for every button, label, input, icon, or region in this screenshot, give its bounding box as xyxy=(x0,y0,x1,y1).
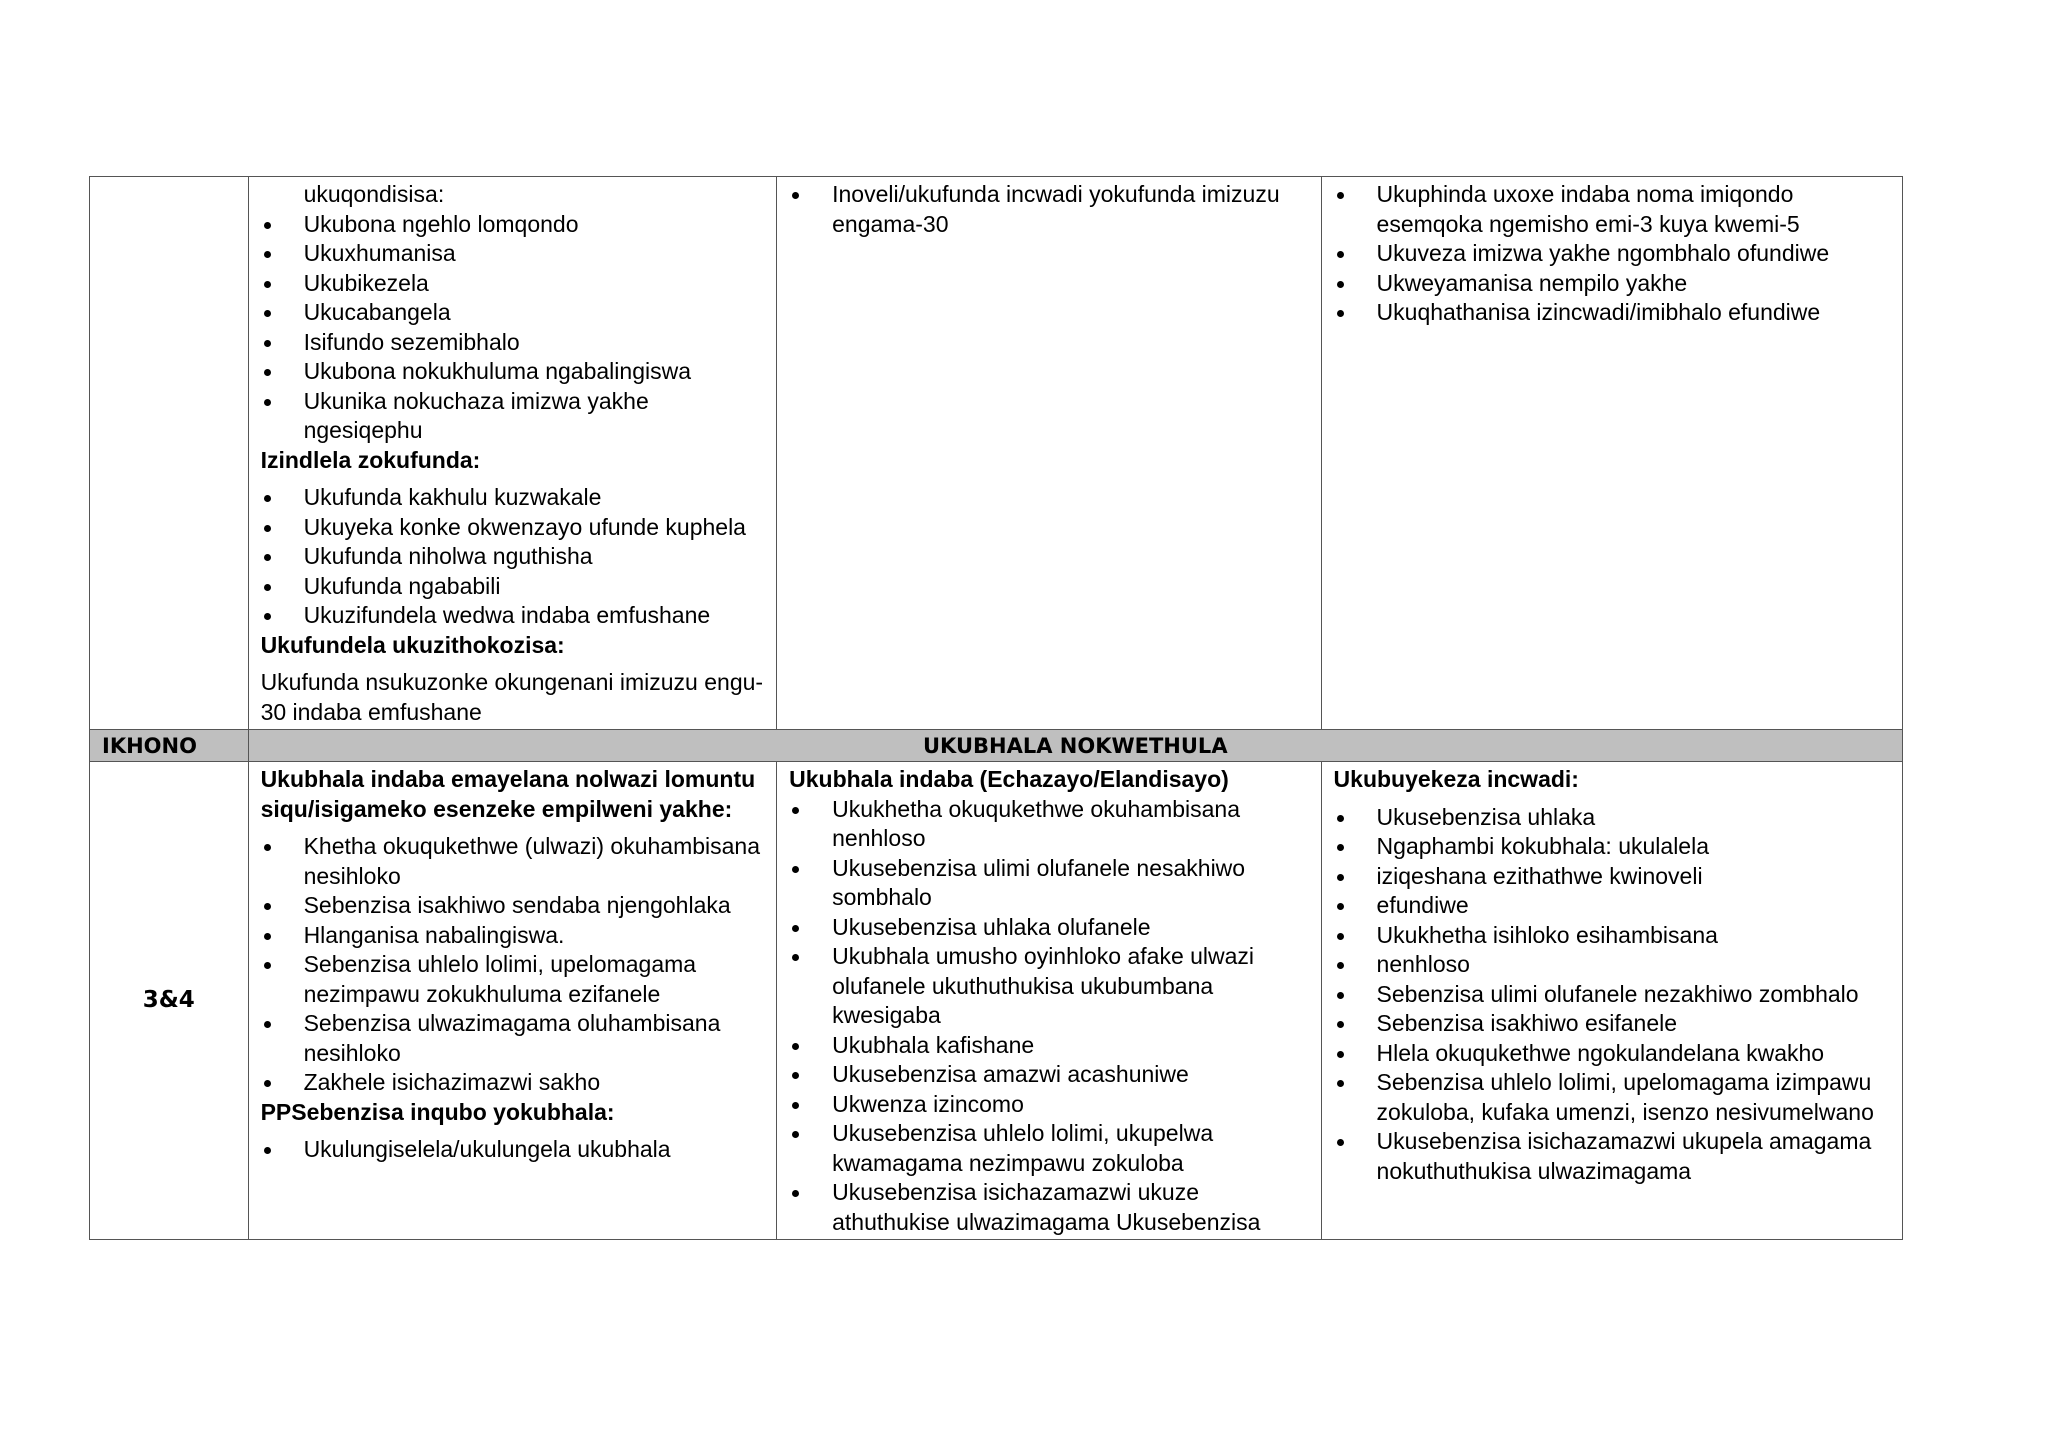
personal-story-cell xyxy=(248,762,777,1240)
list-item: Ukuxhumanisa xyxy=(261,239,765,269)
skill-label: IKHONO xyxy=(90,730,249,762)
novel-reading-cell xyxy=(777,177,1321,730)
list-item: Hlanganisa nabalingiswa. xyxy=(261,921,765,951)
list-item: Ukukhetha okuqukethwe okuhambisana nenhloso xyxy=(789,795,1308,854)
list-item: Ukulungiselela/ukulungela ukubhala xyxy=(261,1135,765,1165)
list-item: efundiwe xyxy=(1334,891,1890,921)
book-review-heading: Ukubuyekeza incwadi: xyxy=(1333,766,1579,792)
list-item: Sebenzisa isakhiwo sendaba njengohlaka xyxy=(261,891,765,921)
list-item: Ukubikezela xyxy=(261,269,765,299)
intro-text: ukuqondisisa: xyxy=(303,181,445,207)
list-item: Sebenzisa uhlelo lolimi, upelomagama izimpawu zokuloba, kufaka umenzi, isenzo nesivumelwano xyxy=(1334,1068,1890,1127)
list-item: Ukucabangela xyxy=(261,298,765,328)
pleasure-reading-text: Ukufunda nsukuzonke okungenani imizuzu engu-30 indaba emfushane xyxy=(260,669,764,725)
list-item: Sebenzisa ulwazimagama oluhambisana nesihloko xyxy=(261,1009,765,1068)
list-item: Ukubhala umusho oyinhloko afake ulwazi olufanele ukuthuthukisa ukubumbana kwesigaba xyxy=(789,942,1308,1031)
personal-story-list xyxy=(261,832,765,1098)
list-item: Ukubona ngehlo lomqondo xyxy=(261,210,765,240)
list-item: nenhloso xyxy=(1334,950,1890,980)
list-item: Ukuyeka konke okwenzayo ufunde kuphela xyxy=(261,513,765,543)
list-item: Ukusebenzisa amazwi acashuniwe xyxy=(789,1060,1308,1090)
reading-row xyxy=(90,177,1903,730)
list-item: Ukubona nokukhuluma ngabalingiswa xyxy=(261,357,765,387)
narrative-writing-cell xyxy=(777,762,1321,1240)
list-item: Ukuzifundela wedwa indaba emfushane xyxy=(261,601,765,631)
list-item: Hlela okuqukethwe ngokulandelana kwakho xyxy=(1334,1039,1890,1069)
list-item: Ukusebenzisa isichazamazwi ukupela amagama nokuthuthukisa ulwazimagama xyxy=(1334,1127,1890,1186)
book-review-list xyxy=(1334,803,1890,1187)
section-title: UKUBHALA NOKWETHULA xyxy=(248,730,1902,762)
list-item: Ukuphinda uxoxe indaba noma imiqondo esemqoka ngemisho emi-3 kuya kwemi-5 xyxy=(1334,180,1890,239)
list-item: Ukusebenzisa uhlelo lolimi, ukupelwa kwamagama nezimpawu zokuloba xyxy=(789,1119,1308,1178)
pleasure-reading-heading: Ukufundela ukuzithokozisa: xyxy=(260,631,565,658)
list-item: Ukuveza imizwa yakhe ngombhalo ofundiwe xyxy=(1334,239,1890,269)
list-item: Khetha okuqukethwe (ulwazi) okuhambisana nesihloko xyxy=(261,832,765,891)
section-header-row xyxy=(90,730,1903,762)
list-item: Sebenzisa ulimi olufanele nezakhiwo zombhalo xyxy=(1334,980,1890,1010)
list-item: Sebenzisa isakhiwo esifanele xyxy=(1334,1009,1890,1039)
list-item: iziqeshana ezithathwe kwinoveli xyxy=(1334,862,1890,892)
list-item: Ukufunda kakhulu kuzwakale xyxy=(261,483,765,513)
list-item: Ukusebenzisa uhlaka xyxy=(1334,803,1890,833)
list-item: Zakhele isichazimazwi sakho xyxy=(261,1068,765,1098)
list-item: Ukweyamanisa nempilo yakhe xyxy=(1334,269,1890,299)
list-item: Ukuqhathanisa izincwadi/imibhalo efundiwe xyxy=(1334,298,1890,328)
novel-list xyxy=(789,180,1308,239)
retelling-cell xyxy=(1321,177,1902,730)
grade-cell: 3&4 xyxy=(90,762,249,1240)
reading-methods-heading: Izindlela zokufunda: xyxy=(260,446,481,473)
reading-skills-cell xyxy=(248,177,777,730)
list-item: Ukufunda ngababili xyxy=(261,572,765,602)
list-item: Ukubhala kafishane xyxy=(789,1031,1308,1061)
retelling-list xyxy=(1334,180,1890,328)
grade-cell-empty xyxy=(90,177,249,730)
list-item: Ukusebenzisa ulimi olufanele nesakhiwo sombhalo xyxy=(789,854,1308,913)
writing-row xyxy=(90,762,1903,1240)
list-item: Ngaphambi kokubhala: ukulalela xyxy=(1334,832,1890,862)
narrative-writing-list xyxy=(789,795,1308,1238)
personal-story-heading: Ukubhala indaba emayelana nolwazi lomuntu siqu/isigameko esenzeke empilweni yakhe: xyxy=(260,766,756,822)
reading-methods-list xyxy=(261,483,765,631)
list-item: Ukufunda niholwa nguthisha xyxy=(261,542,765,572)
list-item: Ukusebenzisa uhlaka olufanele xyxy=(789,913,1308,943)
list-item: Ukwenza izincomo xyxy=(789,1090,1308,1120)
narrative-writing-heading: Ukubhala indaba (Echazayo/Elandisayo) xyxy=(789,766,1229,792)
list-item: Ukusebenzisa isichazamazwi ukuze athuthukise ulwazimagama Ukusebenzisa xyxy=(789,1178,1308,1237)
comprehension-list xyxy=(261,210,765,446)
curriculum-table xyxy=(89,176,1903,1240)
writing-process-list xyxy=(261,1135,765,1165)
list-item: Ukukhetha isihloko esihambisana xyxy=(1334,921,1890,951)
list-item: Ukunika nokuchaza imizwa yakhe ngesiqephu xyxy=(261,387,765,446)
writing-process-heading: PPSebenzisa inqubo yokubhala: xyxy=(260,1098,615,1125)
list-item: Sebenzisa uhlelo lolimi, upelomagama nezimpawu zokukhuluma ezifanele xyxy=(261,950,765,1009)
list-item: Inoveli/ukufunda incwadi yokufunda imizuzu engama-30 xyxy=(789,180,1308,239)
list-item: Isifundo sezemibhalo xyxy=(261,328,765,358)
book-review-cell xyxy=(1321,762,1902,1240)
